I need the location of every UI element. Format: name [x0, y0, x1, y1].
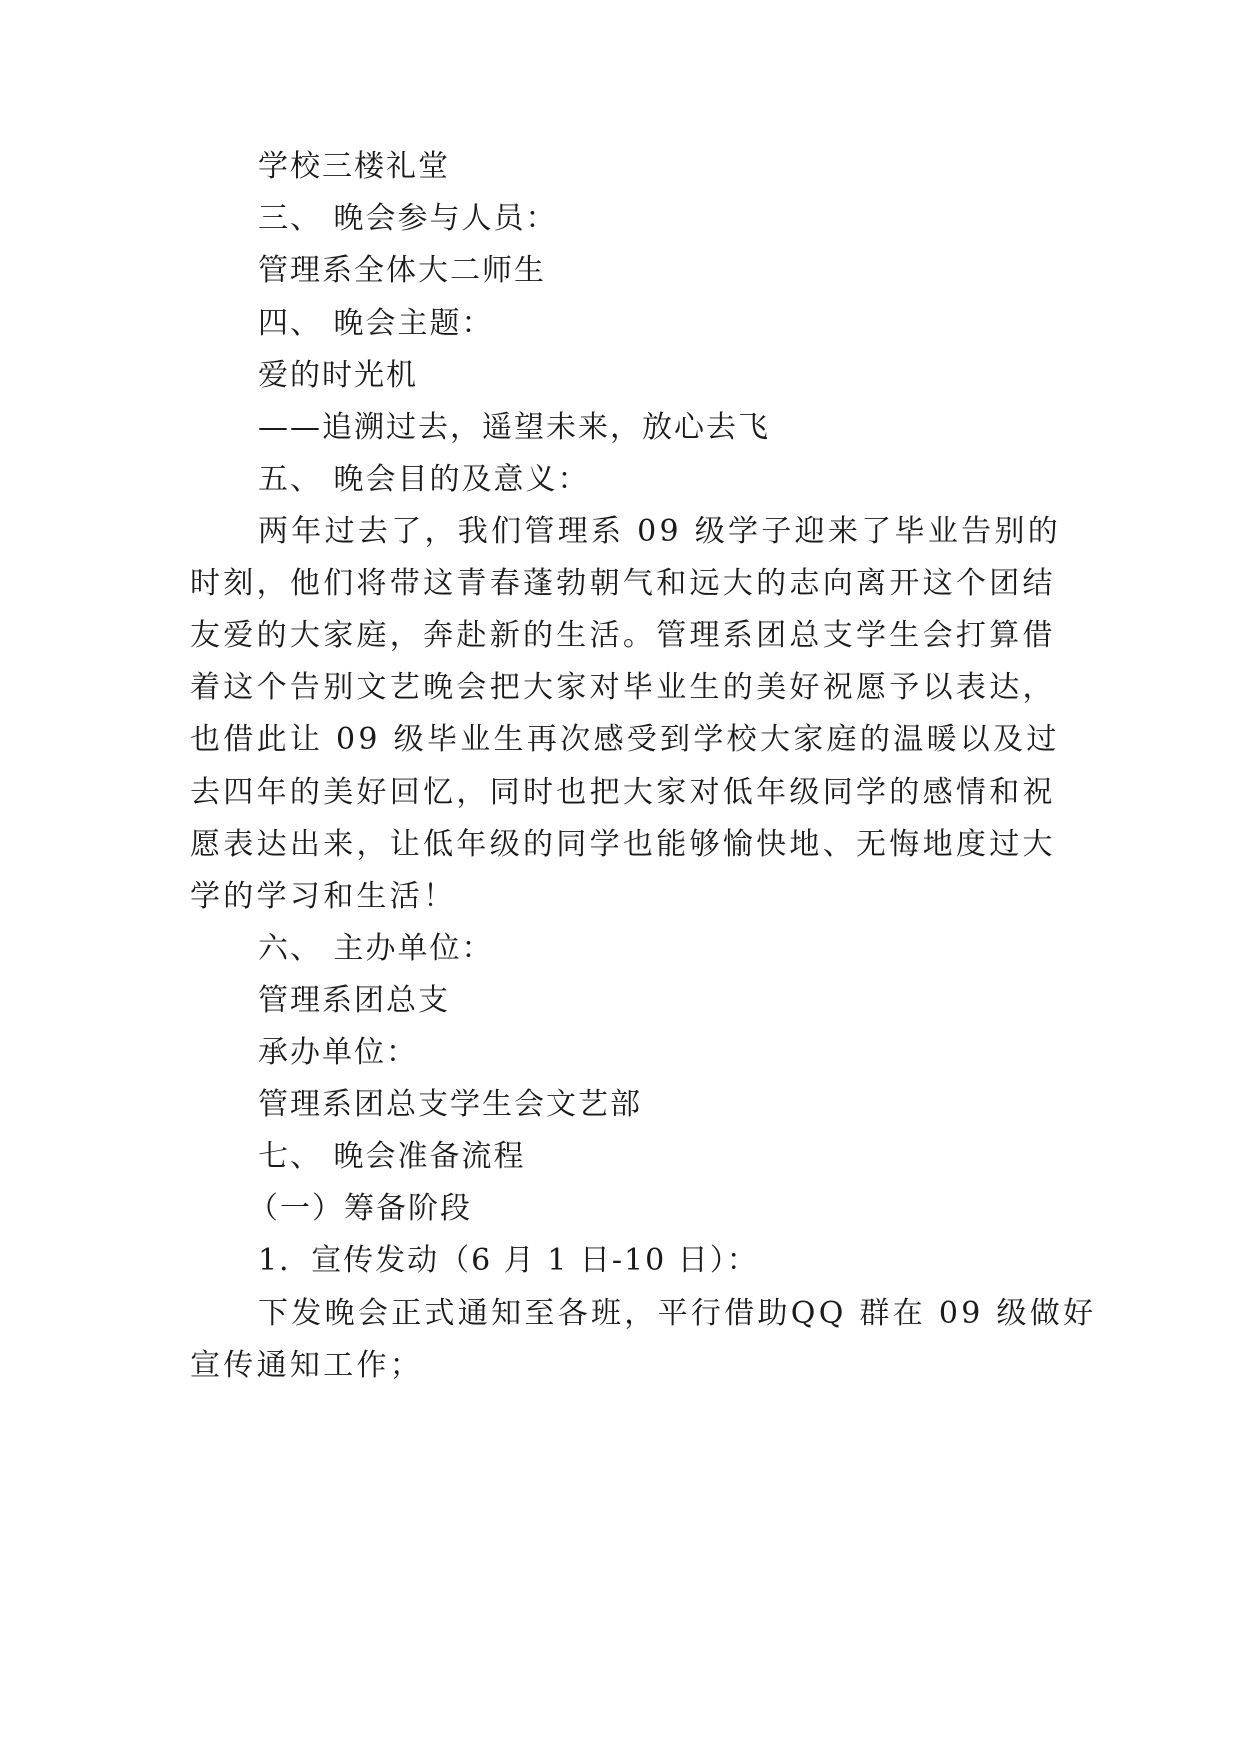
purpose-paragraph-line: 学的学习和生活！	[190, 879, 457, 914]
section-heading-theme: 四、 晚会主题：	[258, 306, 494, 341]
purpose-paragraph-line: 时刻，他们将带这青春蓬勃朝气和远大的志向离开这个团结	[190, 566, 1056, 601]
step-heading-publicity: 1．宣传发动（6 月 1 日-10 日）：	[258, 1243, 759, 1278]
co-organizer-label: 承办单位：	[258, 1035, 418, 1070]
section-heading-organizer: 六、 主办单位：	[258, 931, 494, 966]
purpose-paragraph-line: 两年过去了，我们管理系 09 级学子迎来了毕业告别的	[258, 514, 1062, 549]
section-heading-participants: 三、 晚会参与人员：	[258, 201, 558, 236]
co-organizer-text: 管理系团总支学生会文艺部	[258, 1087, 642, 1122]
section-heading-process: 七、 晚会准备流程	[258, 1139, 526, 1174]
publicity-paragraph-line: 下发晚会正式通知至各班，平行借助QQ 群在 09 级做好	[258, 1296, 1097, 1331]
purpose-paragraph-line: 愿表达出来，让低年级的同学也能够愉快地、无悔地度过大	[190, 827, 1056, 862]
participants-text: 管理系全体大二师生	[258, 253, 546, 288]
purpose-paragraph-line: 着这个告别文艺晚会把大家对毕业生的美好祝愿予以表达，	[190, 670, 1056, 705]
venue-text: 学校三楼礼堂	[258, 149, 450, 184]
subsection-heading-preparation: （一）筹备阶段	[248, 1191, 472, 1226]
purpose-paragraph-line: 去四年的美好回忆，同时也把大家对低年级同学的感情和祝	[190, 775, 1056, 810]
publicity-paragraph-line: 宣传通知工作；	[190, 1348, 424, 1383]
theme-title: 爱的时光机	[258, 358, 418, 393]
purpose-paragraph-line: 也借此让 09 级毕业生再次感受到学校大家庭的温暖以及过	[190, 722, 1060, 757]
theme-subtitle: ——追溯过去，遥望未来，放心去飞	[258, 410, 770, 445]
organizer-text: 管理系团总支	[258, 983, 450, 1018]
section-heading-purpose: 五、 晚会目的及意义：	[258, 462, 590, 497]
purpose-paragraph-line: 友爱的大家庭，奔赴新的生活。管理系团总支学生会打算借	[190, 618, 1056, 653]
